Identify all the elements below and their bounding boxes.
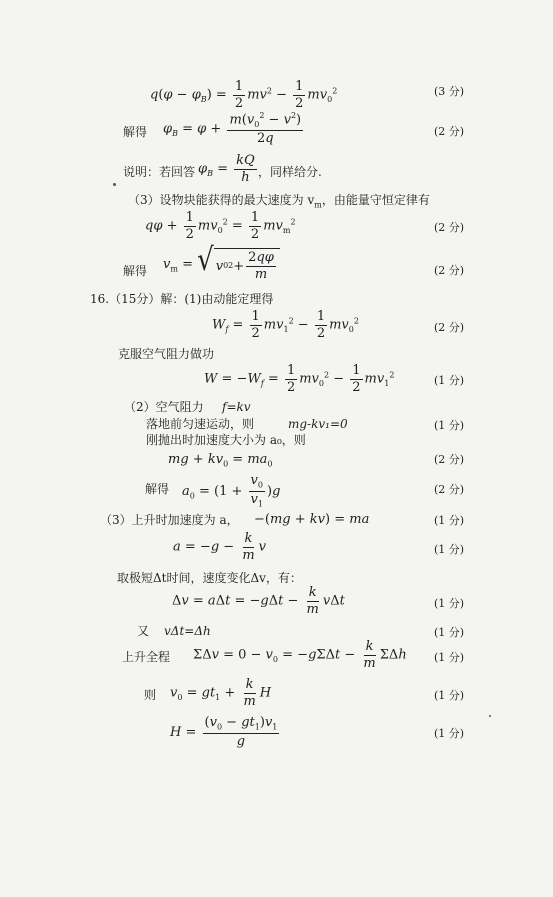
points-label: (1 分) [434, 689, 465, 702]
points-label: (3 分) [434, 85, 465, 98]
points-label: (1 分) [434, 626, 465, 639]
part3-accel: （3）上升时加速度为 a， [100, 513, 239, 527]
equation-H: H = $\frac{(v_0 - gt_1)v_1}{g}$ [170, 715, 278, 749]
points-label: (2 分) [434, 483, 465, 496]
points-label: (2 分) [434, 221, 465, 234]
points-label: (1 分) [434, 597, 465, 610]
work-label: 克服空气阻力做功 [118, 347, 215, 361]
question-16-header: 16.（15分）解：(1)由动能定理得 [90, 292, 274, 306]
points-label: (1 分) [434, 514, 465, 527]
points-label: (2 分) [434, 321, 465, 334]
equation-a0: $a_0 = (1$ + $\frac{v_0}{v_1}$ )g [182, 473, 281, 509]
solve-label: 解得 [123, 125, 148, 139]
part2-title: （2）空气阻力 [124, 400, 204, 414]
solve-label: 解得 [123, 264, 148, 278]
equation-dh: vΔt=Δh [164, 624, 211, 638]
equation-work: $W = -W_f$ = $\frac{1}{2}$ $mv_0^2$ − $\frac{1}{2}$ $mv_1^2$ [204, 363, 395, 395]
landing-text: 落地前匀速运动，则 [146, 417, 255, 431]
also-label: 又 [137, 624, 150, 638]
equation-a: a = −g − $\frac{k}{m}$ v [173, 531, 267, 563]
equation-dv: Δv = aΔt = −gΔt − $\frac{k}{m}$ vΔt [172, 585, 345, 617]
note-tail: ，同样给分. [258, 165, 322, 179]
landing-equation: mg-kv₁=0 [288, 417, 348, 431]
equation-phiB: $\varphi_B = \varphi$ + $\frac{m(v_0^2 - v^2)}{2q}$ [163, 111, 302, 147]
then-label: 则 [144, 688, 157, 702]
small-interval-text: 取极短Δt时间，速度变化Δv，有： [117, 571, 302, 585]
whole-rise-label: 上升全程 [122, 650, 171, 664]
points-label: (1 分) [434, 727, 465, 740]
speck-mark [113, 183, 116, 186]
points-label: (2 分) [434, 453, 465, 466]
points-label: (1 分) [434, 374, 465, 387]
equation-rise: −(mg + kv) = ma [254, 512, 370, 527]
launch-text: 刚抛出时加速度大小为 a₀，则 [146, 433, 306, 447]
equation-energy-B: $q(\varphi - \varphi_B)$ = $\frac{1}{2}$ $mv^2$ − $\frac{1}{2}$ $mv_0^2$ [150, 79, 338, 111]
equation-alt: $\varphi_B$ = $\frac{kQ}{h}$ [198, 153, 255, 185]
solve-label: 解得 [145, 482, 170, 496]
part3-intro: （3）设物块能获得的最大速度为 $v_m$，由能量守恒定律有 [128, 193, 430, 210]
points-label: (2 分) [434, 264, 465, 277]
points-label: (1 分) [434, 543, 465, 556]
speck-mark [489, 715, 491, 717]
equation-energy-max: qφ + $\frac{1}{2}$ $mv_0^2$ = $\frac{1}{2}$ $mv_m^2$ [145, 210, 296, 242]
equation-launch: mg + $kv_0 = ma_0$ [168, 452, 273, 469]
note-label: 说明：若回答 [123, 165, 196, 179]
equation-v0: $v_0 = gt_1$ + $\frac{k}{m}$ H [170, 677, 272, 709]
points-label: (1 分) [434, 419, 465, 432]
points-label: (2 分) [434, 125, 465, 138]
drag-formula: f=kv [222, 400, 251, 414]
points-label: (1 分) [434, 651, 465, 664]
equation-sum: $\Sigma\Delta v = 0 - v_0 = -g\Sigma\Delta t$ − $\frac{k}{m}$ ΣΔh [193, 639, 407, 671]
equation-vm: $v_m$ = √ v 0 2 + $\frac{2q\varphi}{m}$ [163, 248, 280, 281]
equation-work-f: $W_f$ = $\frac{1}{2}$ $mv_1^2$ − $\frac{1}{2}$ $mv_0^2$ [212, 309, 359, 341]
